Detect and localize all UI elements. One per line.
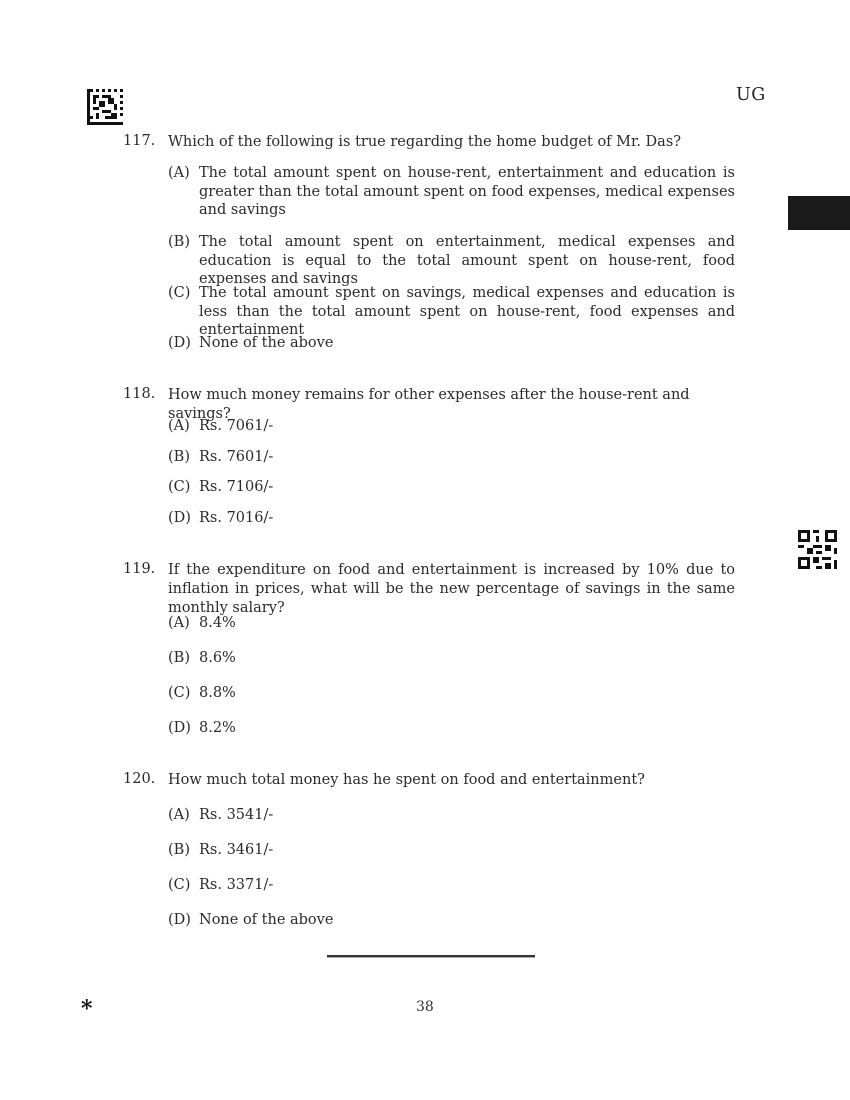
option-117-b[interactable] — [168, 233, 735, 289]
question-number: 118. — [123, 386, 156, 402]
option-text: The total amount spent on house-rent, entertainment and education is greater than the total amount spent on food expenses, medical expenses and savings — [199, 165, 735, 218]
question-text: How much money remains for other expenses after the house-rent and savings? — [168, 387, 690, 422]
option-117-a[interactable] — [168, 164, 735, 220]
option-label: (D) — [168, 335, 191, 351]
option-text: The total amount spent on entertainment, medical expenses and education is equal to the total amount spent on house-rent, food expenses and savings — [199, 234, 735, 287]
section-tab-marker — [788, 196, 850, 230]
question-120 — [123, 771, 735, 790]
option-text: The total amount spent on savings, medical expenses and education is less than the total amount spent on house-rent, food expenses and entertainment — [199, 285, 735, 338]
option-text: Rs. 7061/- — [199, 418, 274, 434]
option-text: 8.4% — [199, 615, 236, 631]
question-number: 117. — [123, 133, 156, 149]
option-120-c[interactable] — [168, 876, 735, 895]
option-118-a[interactable] — [168, 417, 735, 436]
option-text: None of the above — [199, 912, 334, 928]
option-label: (A) — [168, 807, 190, 823]
option-text: 8.2% — [199, 720, 236, 736]
option-text: 8.8% — [199, 685, 236, 701]
paper-label: UG — [736, 85, 766, 105]
option-text: Rs. 3461/- — [199, 842, 274, 858]
asterisk-mark: * — [81, 996, 93, 1022]
question-text: How much total money has he spent on food and entertainment? — [168, 772, 645, 788]
qr-code — [798, 530, 837, 569]
datamatrix-code — [87, 89, 123, 125]
option-label: (B) — [168, 842, 190, 858]
question-117 — [123, 133, 735, 152]
option-117-d[interactable] — [168, 334, 735, 353]
option-text: Rs. 7016/- — [199, 510, 274, 526]
question-text: If the expenditure on food and entertainment is increased by 10% due to inflation in prices, what will be the new percentage of savings in the same monthly salary? — [168, 562, 735, 616]
option-119-a[interactable] — [168, 614, 735, 633]
option-119-c[interactable] — [168, 684, 735, 703]
question-119 — [123, 561, 735, 618]
option-118-c[interactable] — [168, 478, 735, 497]
option-label: (A) — [168, 615, 190, 631]
option-label: (A) — [168, 418, 190, 434]
option-label: (C) — [168, 479, 191, 495]
option-label: (A) — [168, 165, 190, 181]
end-divider — [327, 955, 535, 957]
option-text: Rs. 7106/- — [199, 479, 274, 495]
question-number: 120. — [123, 771, 156, 787]
option-text: Rs. 3371/- — [199, 877, 274, 893]
option-text: Rs. 7601/- — [199, 449, 274, 465]
question-text: Which of the following is true regarding the home budget of Mr. Das? — [168, 134, 682, 150]
option-label: (C) — [168, 877, 191, 893]
option-text: None of the above — [199, 335, 334, 351]
option-119-d[interactable] — [168, 719, 735, 738]
option-label: (D) — [168, 510, 191, 526]
option-label: (D) — [168, 912, 191, 928]
option-label: (B) — [168, 449, 190, 465]
option-120-d[interactable] — [168, 911, 735, 930]
option-text: Rs. 3541/- — [199, 807, 274, 823]
option-118-d[interactable] — [168, 509, 735, 528]
option-118-b[interactable] — [168, 448, 735, 467]
option-label: (C) — [168, 285, 191, 301]
page-number: 38 — [416, 999, 434, 1015]
option-120-a[interactable] — [168, 806, 735, 825]
option-117-c[interactable] — [168, 284, 735, 340]
question-number: 119. — [123, 561, 156, 577]
option-label: (B) — [168, 234, 190, 250]
option-120-b[interactable] — [168, 841, 735, 860]
option-119-b[interactable] — [168, 649, 735, 668]
option-label: (C) — [168, 685, 191, 701]
option-label: (B) — [168, 650, 190, 666]
option-label: (D) — [168, 720, 191, 736]
option-text: 8.6% — [199, 650, 236, 666]
